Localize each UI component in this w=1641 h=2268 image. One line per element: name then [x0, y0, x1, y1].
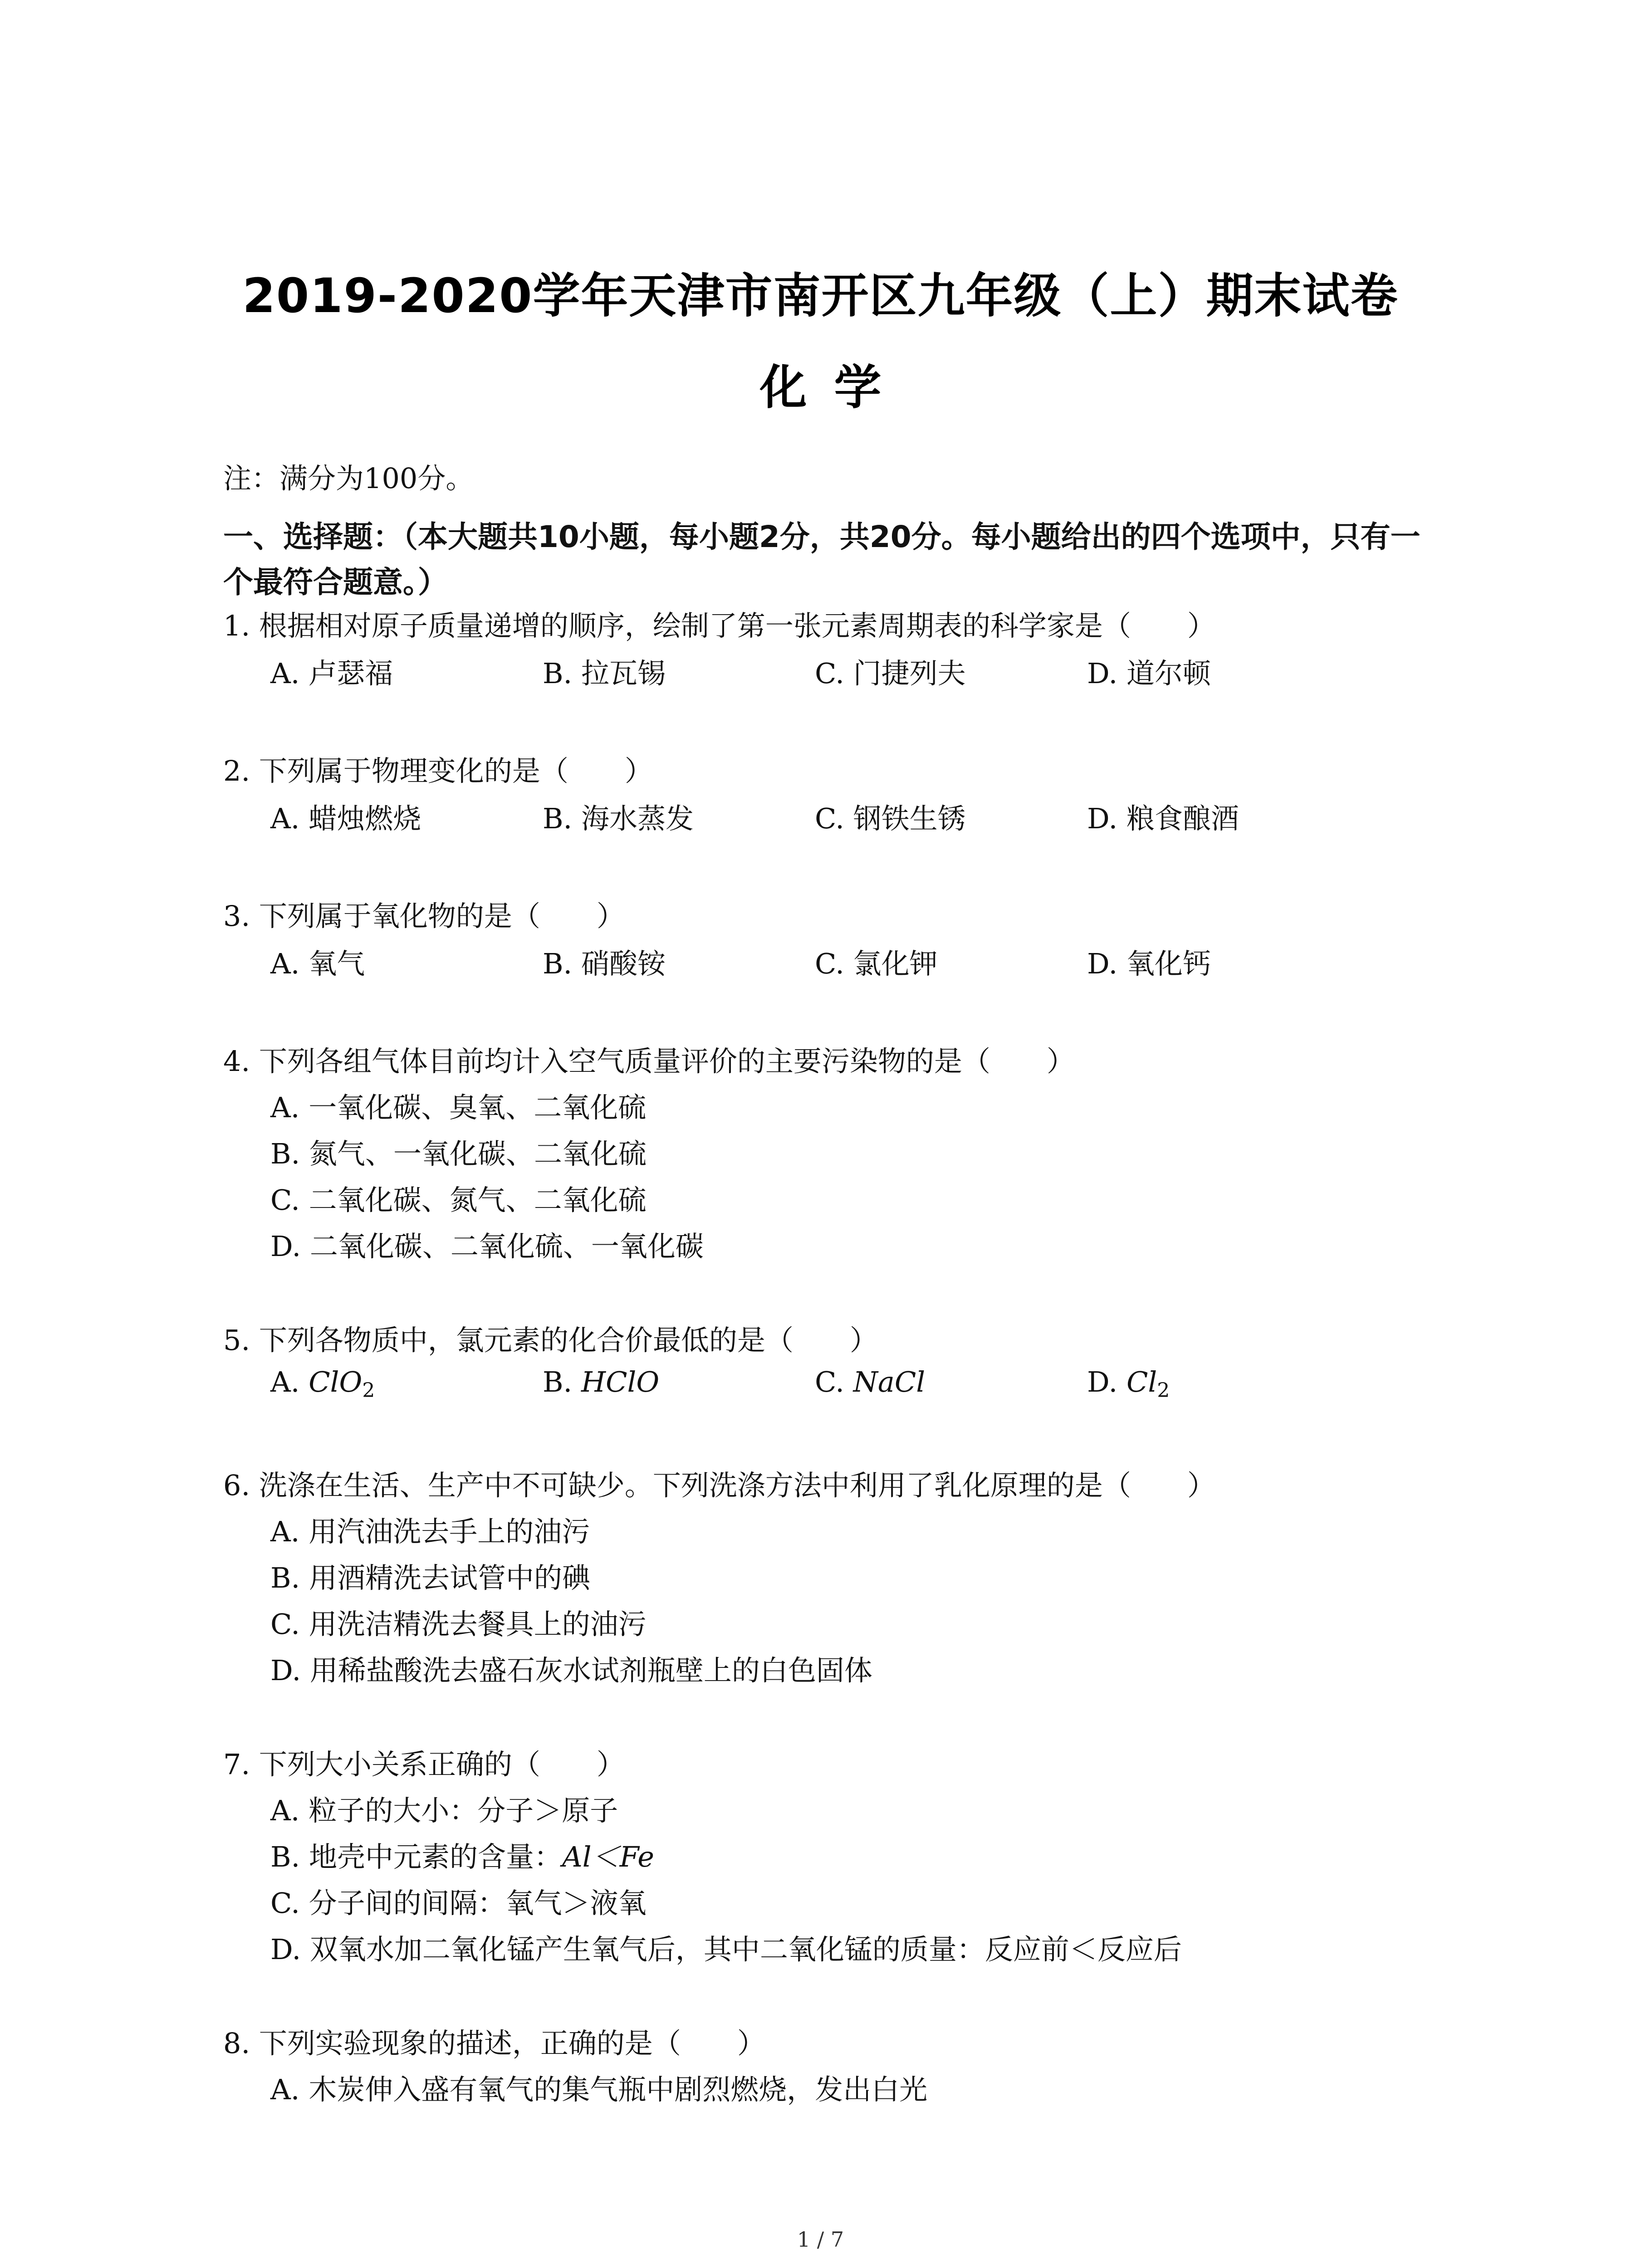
question-1-option-b: B. 拉瓦锡	[543, 657, 666, 690]
formula-subscript: 2	[1157, 1379, 1170, 1402]
question-6-option-b: B. 用酒精洗去试管中的碘	[270, 1561, 590, 1594]
question-6-option-d: D. 用稀盐酸洗去盛石灰水试剂瓶壁上的白色固体	[270, 1654, 872, 1687]
question-2-stem: 2. 下列属于物理变化的是（ ）	[223, 754, 653, 787]
question-1-option-d: D. 道尔顿	[1087, 657, 1211, 690]
section-heading-line1: 一、选择题：（本大题共10小题，每小题2分，共20分。每小题给出的四个选项中，只有一	[223, 519, 1421, 554]
chemical-formula: Al＜Fe	[562, 1840, 654, 1873]
question-5-stem: 5. 下列各物质中，氯元素的化合价最低的是（ ）	[223, 1324, 878, 1357]
question-8-stem: 8. 下列实验现象的描述，正确的是（ ）	[223, 2027, 765, 2060]
question-2-option-d: D. 粮食酿酒	[1087, 802, 1239, 835]
section-heading-line2: 个最符合题意。）	[223, 565, 448, 600]
question-5-option-c	[815, 1365, 925, 1398]
chemical-formula: Cl	[1126, 1365, 1157, 1398]
question-5-option-d	[1087, 1365, 1170, 1402]
question-5-option-b	[543, 1365, 659, 1398]
question-2-option-b: B. 海水蒸发	[543, 802, 694, 835]
chemical-formula: ClO	[309, 1365, 362, 1398]
question-2-option-c: C. 钢铁生锈	[815, 802, 966, 835]
exam-title: 2019-2020学年天津市南开区九年级（上）期末试卷	[242, 268, 1399, 323]
subject-title: 化学	[759, 360, 909, 415]
question-6-option-c: C. 用洗洁精洗去餐具上的油污	[270, 1608, 647, 1641]
question-7-option-d: D. 双氧水加二氧化锰产生氧气后，其中二氧化锰的质量：反应前＜反应后	[270, 1933, 1182, 1966]
chemical-formula: NaCl	[853, 1365, 926, 1398]
question-7-option-a: A. 粒子的大小：分子＞原子	[270, 1794, 618, 1827]
question-3-option-c: C. 氯化钾	[815, 947, 938, 980]
question-1-option-a: A. 卢瑟福	[270, 657, 393, 690]
option-text: B. 地壳中元素的含量：	[270, 1840, 562, 1873]
question-3-option-a: A. 氧气	[270, 947, 365, 980]
option-letter: D.	[1087, 1365, 1118, 1398]
page-number: 1 / 7	[797, 2227, 844, 2252]
question-6-stem: 6. 洗涤在生活、生产中不可缺少。下列洗涤方法中利用了乳化原理的是（ ）	[223, 1469, 1215, 1502]
formula-subscript: 2	[362, 1379, 375, 1402]
option-letter: A.	[270, 1365, 300, 1398]
question-2-option-a: A. 蜡烛燃烧	[270, 802, 421, 835]
score-note: 注：满分为100分。	[223, 462, 474, 495]
question-4-option-b: B. 氮气、一氧化碳、二氧化硫	[270, 1137, 647, 1170]
question-3-stem: 3. 下列属于氧化物的是（ ）	[223, 899, 625, 933]
question-4-option-c: C. 二氧化碳、氮气、二氧化硫	[270, 1183, 647, 1217]
question-1-stem: 1. 根据相对原子质量递增的顺序，绘制了第一张元素周期表的科学家是（ ）	[223, 609, 1215, 642]
question-8-option-a: A. 木炭伸入盛有氧气的集气瓶中剧烈燃烧，发出白光	[270, 2073, 928, 2106]
question-4-stem: 4. 下列各组气体目前均计入空气质量评价的主要污染物的是（ ）	[223, 1045, 1075, 1078]
option-letter: C.	[815, 1365, 844, 1398]
question-7-option-b	[270, 1834, 654, 1875]
question-5-option-a	[270, 1365, 375, 1402]
question-7-stem: 7. 下列大小关系正确的（ ）	[223, 1748, 625, 1781]
option-letter: B.	[543, 1365, 573, 1398]
question-1-option-c: C. 门捷列夫	[815, 657, 966, 690]
chemical-formula: HClO	[581, 1365, 660, 1398]
question-7-option-c: C. 分子间的间隔：氧气＞液氧	[270, 1887, 647, 1920]
question-4-option-d: D. 二氧化碳、二氧化硫、一氧化碳	[270, 1230, 704, 1263]
question-3-option-b: B. 硝酸铵	[543, 947, 666, 980]
question-6-option-a: A. 用汽油洗去手上的油污	[270, 1515, 590, 1548]
question-4-option-a: A. 一氧化碳、臭氧、二氧化硫	[270, 1091, 647, 1124]
question-3-option-d: D. 氧化钙	[1087, 947, 1211, 980]
